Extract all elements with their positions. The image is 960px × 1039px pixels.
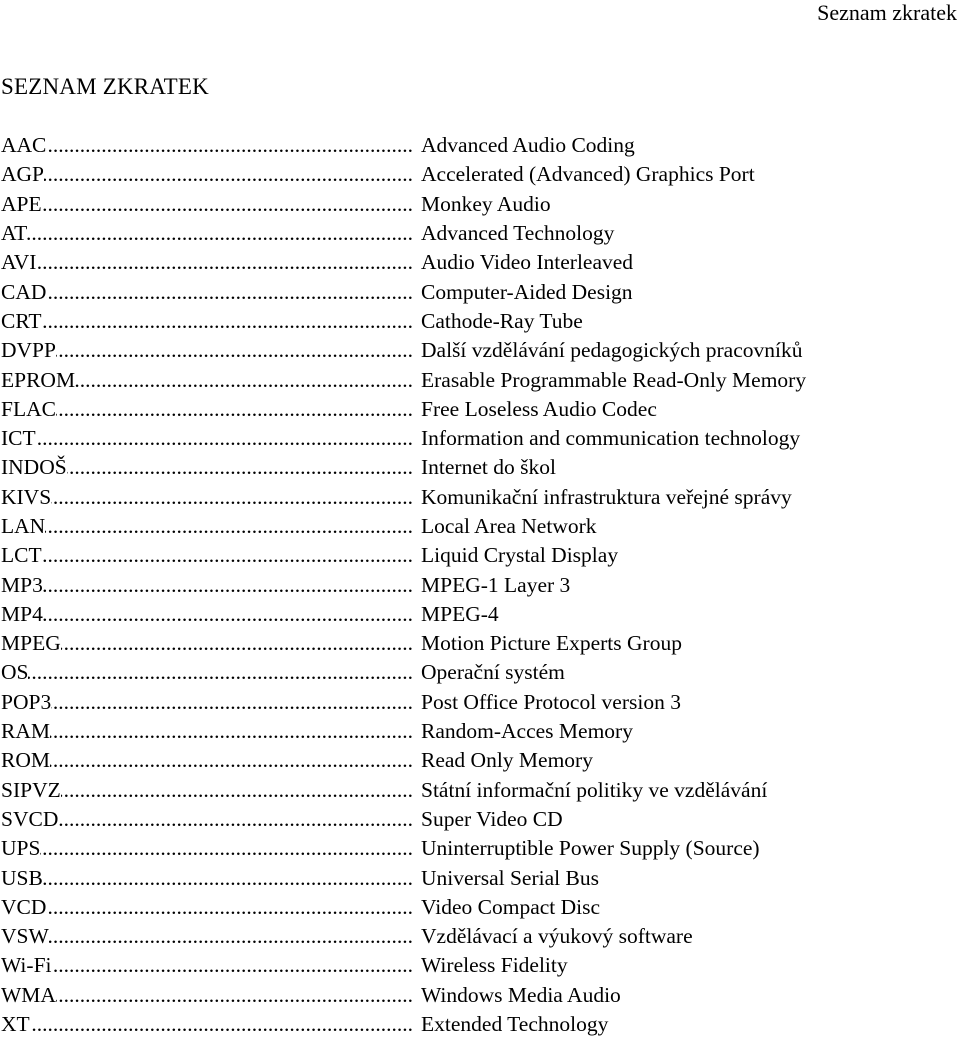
list-item [1, 600, 941, 629]
abbreviation-definition: Random-Acces Memory [421, 719, 633, 744]
abbreviation-term-cell [1, 541, 413, 570]
abbreviation-definition: MPEG-1 Layer 3 [421, 572, 571, 597]
list-item [1, 1010, 941, 1039]
abbreviation-key: ROM [1, 748, 50, 773]
dot-leader [51, 483, 413, 512]
abbreviation-key: INDOŠ [1, 455, 67, 480]
dot-leader [49, 922, 413, 951]
abbreviation-key: KIVS [1, 484, 52, 509]
dot-leader [36, 424, 413, 453]
list-item [1, 248, 941, 277]
abbreviation-term-cell [1, 834, 413, 863]
dot-leader [46, 278, 413, 307]
abbreviation-key: CAD [1, 279, 47, 304]
dot-leader [42, 541, 413, 570]
abbreviation-key: LCT [1, 543, 42, 568]
abbreviation-definition: Internet do škol [421, 455, 556, 480]
list-item [1, 776, 941, 805]
abbreviation-definition: Super Video CD [421, 806, 563, 831]
list-item [1, 893, 941, 922]
abbreviation-term-cell [1, 717, 413, 746]
abbreviation-definition: Audio Video Interleaved [421, 250, 634, 275]
abbreviation-term-cell [1, 248, 413, 277]
abbreviation-key: FLAC [1, 396, 56, 421]
abbreviation-term-cell [1, 951, 413, 980]
abbreviation-key: AT [1, 221, 28, 246]
list-item [1, 922, 941, 951]
abbreviation-key: AGP [1, 162, 45, 187]
abbreviation-key: EPROM [1, 367, 76, 392]
list-item [1, 483, 941, 512]
abbreviation-term-cell [1, 600, 413, 629]
list-item [1, 336, 941, 365]
dot-leader [61, 629, 413, 658]
dot-leader [46, 131, 413, 160]
abbreviation-definition: Operační systém [421, 660, 565, 685]
dot-leader [52, 951, 414, 980]
abbreviation-definition: Wireless Fidelity [421, 953, 568, 978]
abbreviation-definition: Universal Serial Bus [421, 865, 599, 890]
dot-leader [56, 336, 413, 365]
abbreviation-definition: MPEG-4 [421, 601, 499, 626]
abbreviation-definition: Information and communication technology [421, 426, 801, 451]
abbreviation-term-cell [1, 746, 413, 775]
list-item [1, 453, 941, 482]
list-item [1, 190, 941, 219]
list-item [1, 160, 941, 189]
abbreviation-term-cell [1, 776, 413, 805]
dot-leader [45, 512, 413, 541]
abbreviation-term-cell [1, 981, 413, 1010]
dot-leader [42, 190, 413, 219]
abbreviation-key: POP3 [1, 689, 52, 714]
list-item [1, 834, 941, 863]
abbreviation-term-cell [1, 424, 413, 453]
abbreviation-term-cell [1, 1010, 413, 1039]
list-item [1, 717, 941, 746]
abbreviation-term-cell [1, 336, 413, 365]
abbreviation-term-cell [1, 278, 413, 307]
list-item [1, 629, 941, 658]
list-item [1, 424, 941, 453]
abbreviation-key: UPS [1, 836, 41, 861]
dot-leader [44, 160, 413, 189]
abbreviation-definition: Read Only Memory [421, 748, 593, 773]
dot-leader [58, 805, 413, 834]
abbreviation-term-cell [1, 571, 413, 600]
abbreviation-key: LAN [1, 514, 46, 538]
list-item [1, 541, 941, 570]
abbreviation-term-cell [1, 395, 413, 424]
abbreviation-key: VSW [1, 924, 49, 949]
abbreviation-key: WMA [1, 982, 56, 1007]
abbreviation-definition: Advanced Technology [421, 221, 615, 246]
abbreviation-definition: Uninterruptible Power Supply (Source) [421, 836, 760, 861]
dot-leader [56, 981, 413, 1010]
abbreviation-term-cell [1, 658, 413, 687]
running-header: Seznam zkratek [817, 0, 957, 25]
dot-leader [28, 658, 413, 687]
dot-leader [43, 571, 413, 600]
abbreviation-term-cell [1, 453, 413, 482]
abbreviation-definition: Motion Picture Experts Group [421, 631, 682, 656]
list-item [1, 688, 941, 717]
abbreviation-term-cell [1, 483, 413, 512]
abbreviation-term-cell [1, 893, 413, 922]
dot-leader [36, 248, 413, 277]
abbreviation-term-cell [1, 688, 413, 717]
abbreviation-key: SIPVZ [1, 777, 61, 802]
abbreviation-key: Wi-Fi [1, 953, 52, 978]
dot-leader [75, 366, 413, 395]
list-item [1, 981, 941, 1010]
abbreviation-term-cell [1, 307, 413, 336]
abbreviation-key: VCD [1, 894, 47, 919]
abbreviation-definition: Computer-Aided Design [421, 279, 633, 304]
abbreviation-term-cell [1, 864, 413, 893]
page-title: SEZNAM ZKRATEK [1, 74, 209, 99]
abbreviation-key: MP3 [1, 572, 43, 597]
list-item [1, 512, 941, 541]
dot-leader [67, 453, 413, 482]
abbreviation-definition: Extended Technology [421, 1012, 609, 1037]
abbreviation-definition: Advanced Audio Coding [421, 133, 635, 158]
abbreviation-key: ICT [1, 426, 36, 451]
abbreviation-key: CRT [1, 308, 42, 333]
abbreviation-definition: Accelerated (Advanced) Graphics Port [421, 162, 755, 187]
abbreviation-definition: Liquid Crystal Display [421, 543, 619, 568]
list-item [1, 863, 941, 892]
abbreviation-list [1, 131, 941, 1039]
dot-leader [43, 600, 413, 629]
abbreviation-term-cell [1, 805, 413, 834]
abbreviation-key: USB [1, 865, 43, 890]
abbreviation-definition: Free Loseless Audio Codec [421, 396, 657, 421]
dot-leader [50, 746, 413, 775]
abbreviation-definition: Cathode-Ray Tube [421, 308, 583, 333]
abbreviation-term-cell [1, 190, 413, 219]
abbreviation-term-cell [1, 629, 413, 658]
abbreviation-definition: Windows Media Audio [421, 982, 621, 1007]
list-item [1, 307, 941, 336]
abbreviation-key: SVCD [1, 806, 59, 831]
abbreviation-definition: Státní informační politiky ve vzdělávání [421, 777, 768, 802]
abbreviation-term-cell [1, 219, 413, 248]
abbreviation-key: XT [1, 1012, 30, 1037]
abbreviation-key: AAC [1, 133, 47, 158]
abbreviation-definition: Komunikační infrastruktura veřejné správy [421, 484, 792, 509]
list-item [1, 395, 941, 424]
list-item [1, 658, 941, 687]
dot-leader [61, 776, 413, 805]
abbreviation-term-cell [1, 366, 413, 395]
abbreviation-definition: Další vzdělávání pedagogických pracovníků [421, 338, 803, 363]
dot-leader [56, 395, 413, 424]
dot-leader [40, 834, 413, 863]
abbreviation-definition: Vzdělávací a výukový software [421, 924, 693, 949]
abbreviation-key: DVPP [1, 338, 56, 363]
dot-leader [30, 1010, 413, 1039]
abbreviation-key: MPEG [1, 631, 61, 656]
list-item [1, 951, 941, 980]
list-item [1, 365, 941, 394]
abbreviation-key: OS [1, 660, 29, 685]
list-item [1, 219, 941, 248]
abbreviation-key: MP4 [1, 601, 43, 626]
abbreviation-definition: Video Compact Disc [421, 894, 601, 919]
abbreviation-definition: Erasable Programmable Read-Only Memory [421, 367, 807, 392]
abbreviation-term-cell [1, 131, 413, 160]
list-item [1, 131, 941, 160]
abbreviation-key: APE [1, 191, 42, 216]
abbreviation-term-cell [1, 160, 413, 189]
list-item [1, 570, 941, 599]
abbreviation-term-cell [1, 512, 413, 541]
abbreviation-definition: Monkey Audio [421, 191, 551, 216]
list-item [1, 746, 941, 775]
dot-leader [43, 864, 413, 893]
dot-leader [42, 307, 413, 336]
dot-leader [51, 688, 413, 717]
abbreviation-key: RAM [1, 719, 50, 744]
abbreviation-definition: Post Office Protocol version 3 [421, 689, 681, 714]
list-item [1, 277, 941, 306]
abbreviation-definition: Local Area Network [421, 514, 597, 538]
dot-leader [46, 893, 413, 922]
dot-leader [50, 717, 413, 746]
list-item [1, 805, 941, 834]
dot-leader [27, 219, 413, 248]
abbreviation-key: AVI [1, 250, 37, 275]
abbreviation-term-cell [1, 922, 413, 951]
